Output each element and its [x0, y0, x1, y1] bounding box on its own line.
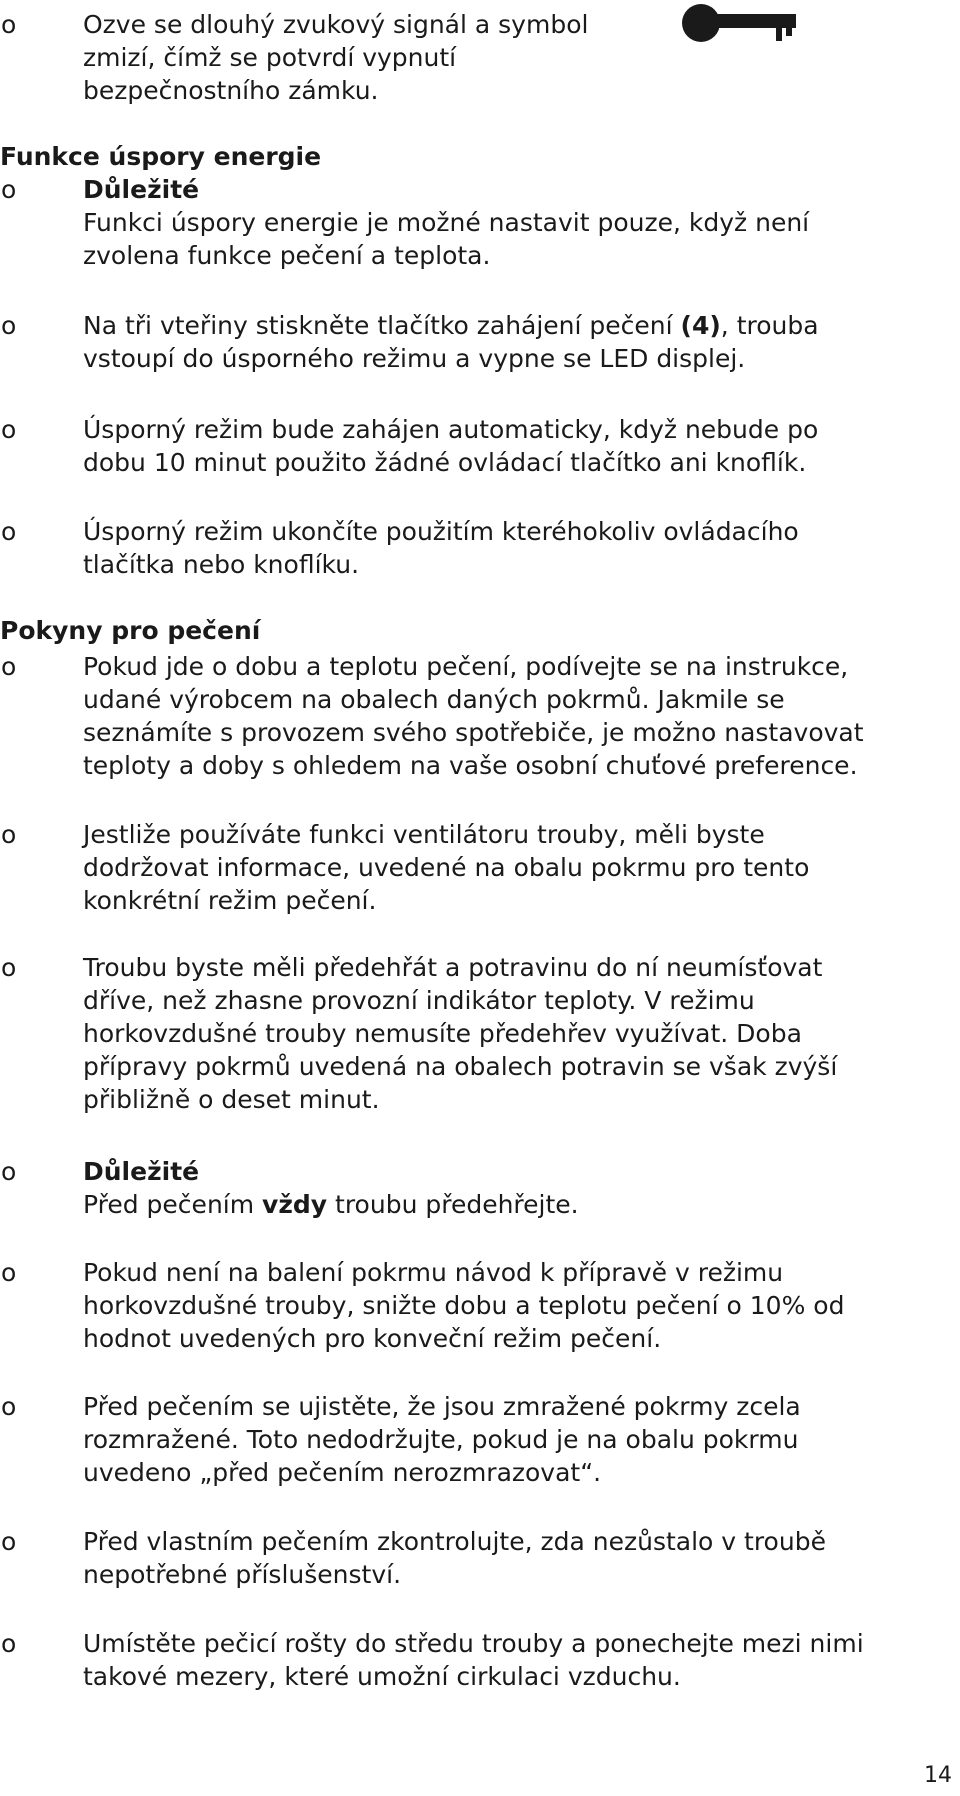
item-text: Ozve se dlouhý zvukový signál a symbol zmizí, čímž se potvrdí vypnutí bezpečnostního zámku. [83, 10, 589, 105]
item-text: Jestliže používáte funkci ventilátoru trouby, měli byste dodržovat informace, uvedené na obalu pokrmu pro tento konkrétní režim pečení. [83, 820, 810, 915]
bullet-marker: o [1, 175, 17, 204]
item-text: Důležité Před pečením vždy troubu předehřejte. [83, 1157, 579, 1219]
section-heading-energy: Funkce úspory energie [0, 142, 322, 171]
bullet-marker: o [1, 1392, 17, 1421]
bullet-marker: o [1, 10, 17, 39]
bullet-marker: o [1, 415, 17, 444]
item-text: Umístěte pečicí rošty do středu trouby a ponechejte mezi nimi takové mezery, které umožní cirkulaci vzduchu. [83, 1629, 864, 1691]
bullet-marker: o [1, 311, 17, 340]
item-text: Před pečením se ujistěte, že jsou zmražené pokrmy zcela rozmražené. Toto nedodržujte, pokud je na obalu pokrmu uvedeno „před pečením nerozmrazovat“. [83, 1392, 801, 1487]
item-text: Pokud jde o dobu a teplotu pečení, podívejte se na instrukce, udané výrobcem na obalech daných pokrmů. Jakmile se seznámíte s provozem svého spotřebiče, je možno nastavovat teploty a doby s ohledem na vaše osobní chuťové preference. [83, 652, 864, 780]
bullet-marker: o [1, 1258, 17, 1287]
bullet-marker: o [1, 1629, 17, 1658]
item-text: Důležité Funkci úspory energie je možné nastavit pouze, když není zvolena funkce pečení a teplota. [83, 175, 810, 270]
page-number: 14 [924, 1763, 952, 1788]
section-heading-baking: Pokyny pro pečení [0, 616, 261, 645]
item-text: Úsporný režim bude zahájen automaticky, když nebude po dobu 10 minut použito žádné ovládací tlačítko ani knoflík. [83, 415, 819, 477]
bullet-marker: o [1, 820, 17, 849]
bullet-marker: o [1, 652, 17, 681]
item-text: Na tři vteřiny stiskněte tlačítko zahájení pečení (4), trouba vstoupí do úsporného režimu a vypne se LED displej. [83, 311, 819, 373]
bullet-marker: o [1, 1157, 17, 1186]
bullet-marker: o [1, 953, 17, 982]
bullet-marker: o [1, 1527, 17, 1556]
item-text: Úsporný režim ukončíte použitím kteréhokoliv ovládacího tlačítka nebo knoflíku. [83, 517, 799, 579]
bullet-marker: o [1, 517, 17, 546]
item-text: Troubu byste měli předehřát a potravinu do ní neumísťovat dříve, než zhasne provozní indikátor teploty. V režimu horkovzdušné trouby nemusíte předehřev využívat. Doba přípravy pokrmů uvedená na obalech potravin se však zvýší přibližně o deset minut. [83, 953, 838, 1114]
item-text: Pokud není na balení pokrmu návod k přípravě v režimu horkovzdušné trouby, snižte dobu a teplotu pečení o 10% od hodnot uvedených pro konveční režim pečení. [83, 1258, 845, 1353]
item-text: Před vlastním pečením zkontrolujte, zda nezůstalo v troubě nepotřebné příslušenství. [83, 1527, 826, 1589]
important-label: Důležité [83, 175, 200, 204]
important-label: Důležité [83, 1157, 200, 1186]
